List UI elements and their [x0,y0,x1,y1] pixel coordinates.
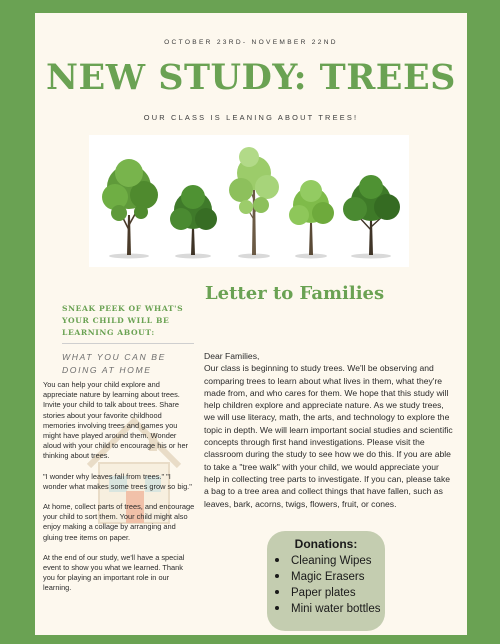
list-item [275,585,380,601]
bullet-icon [275,558,279,562]
home-paragraph: "I wonder why leaves fall from trees." "I wonder what makes some trees grow so big." [43,471,192,491]
trees-image [89,135,409,267]
date-range: OCTOBER 23RD- NOVEMBER 22ND [164,39,338,46]
newsletter-sheet [35,13,467,635]
list-item [275,601,380,617]
letter-text [204,350,454,510]
donation-item: Magic Erasers [291,571,365,583]
donation-item: Cleaning Wipes [291,555,372,567]
tree-4 [289,180,334,259]
tree-1 [102,159,158,259]
donations-list [275,553,380,617]
bullet-icon [275,606,279,610]
donation-item: Mini water bottles [291,603,381,615]
list-item [275,553,380,569]
peek-heading: SNEAK PEEK OF WHAT'S YOUR CHILD WILL BE LEARNING ABOUT: [62,304,184,337]
home-paragraph: At home, collect parts of trees, and encourage your child to sort them. Your child might also enjoy making a collage by arranging and gluing tree items on paper. [43,502,195,542]
divider [62,343,194,344]
tree-2 [170,185,217,259]
home-activities-heading: WHAT YOU CAN BE DOING AT HOME [62,352,166,375]
tree-3 [229,147,279,259]
donation-item: Paper plates [291,587,356,599]
list-item [275,569,380,585]
page-title: NEW STUDY: TREES [46,57,456,98]
letter-greeting: Dear Families, [204,351,260,361]
bullet-icon [275,590,279,594]
letter-body: Our class is beginning to study trees. We'll be observing and comparing trees to learn about what lives in them, what they're made from, and who cares for them. We hope that this study will help children explore and appreciate nature. As we study trees, we will use literacy, math, the arts, and technology to explore the topic in depth. We will learn important social studies and scientific concepts through first hand investigations. Please visit the classroom during the study to see how we do this. If you are able to take a "tree walk" with your child, we would appreciate your help in collecting tree parts to investigate. If you can, please take a bag to a tree area and collect things that have fallen, such as leaves, bark, acorns, twigs, flowers, fruit, or cones. [204,363,453,509]
letter-heading: Letter to Families [205,283,385,304]
donations-title: Donations: [294,537,358,551]
home-paragraph: You can help your child explore and appreciate nature by learning about trees. Invite your child to talk about trees. Share stories about your favorite childhood memories involving trees and games you might have played around them. Wonder aloud with your child to encourage his or her thinking about trees. [43,380,189,461]
tree-5 [343,175,400,259]
home-paragraph: At the end of our study, we'll have a special event to show you what we learned. Thank you for playing an important role in our learning. [43,552,185,593]
bullet-icon [275,574,279,578]
page-subtitle: OUR CLASS IS LEANING ABOUT TREES! [143,113,359,122]
trees-illustration [89,135,409,267]
donations-box [267,531,385,631]
home-activities-text [43,380,195,604]
